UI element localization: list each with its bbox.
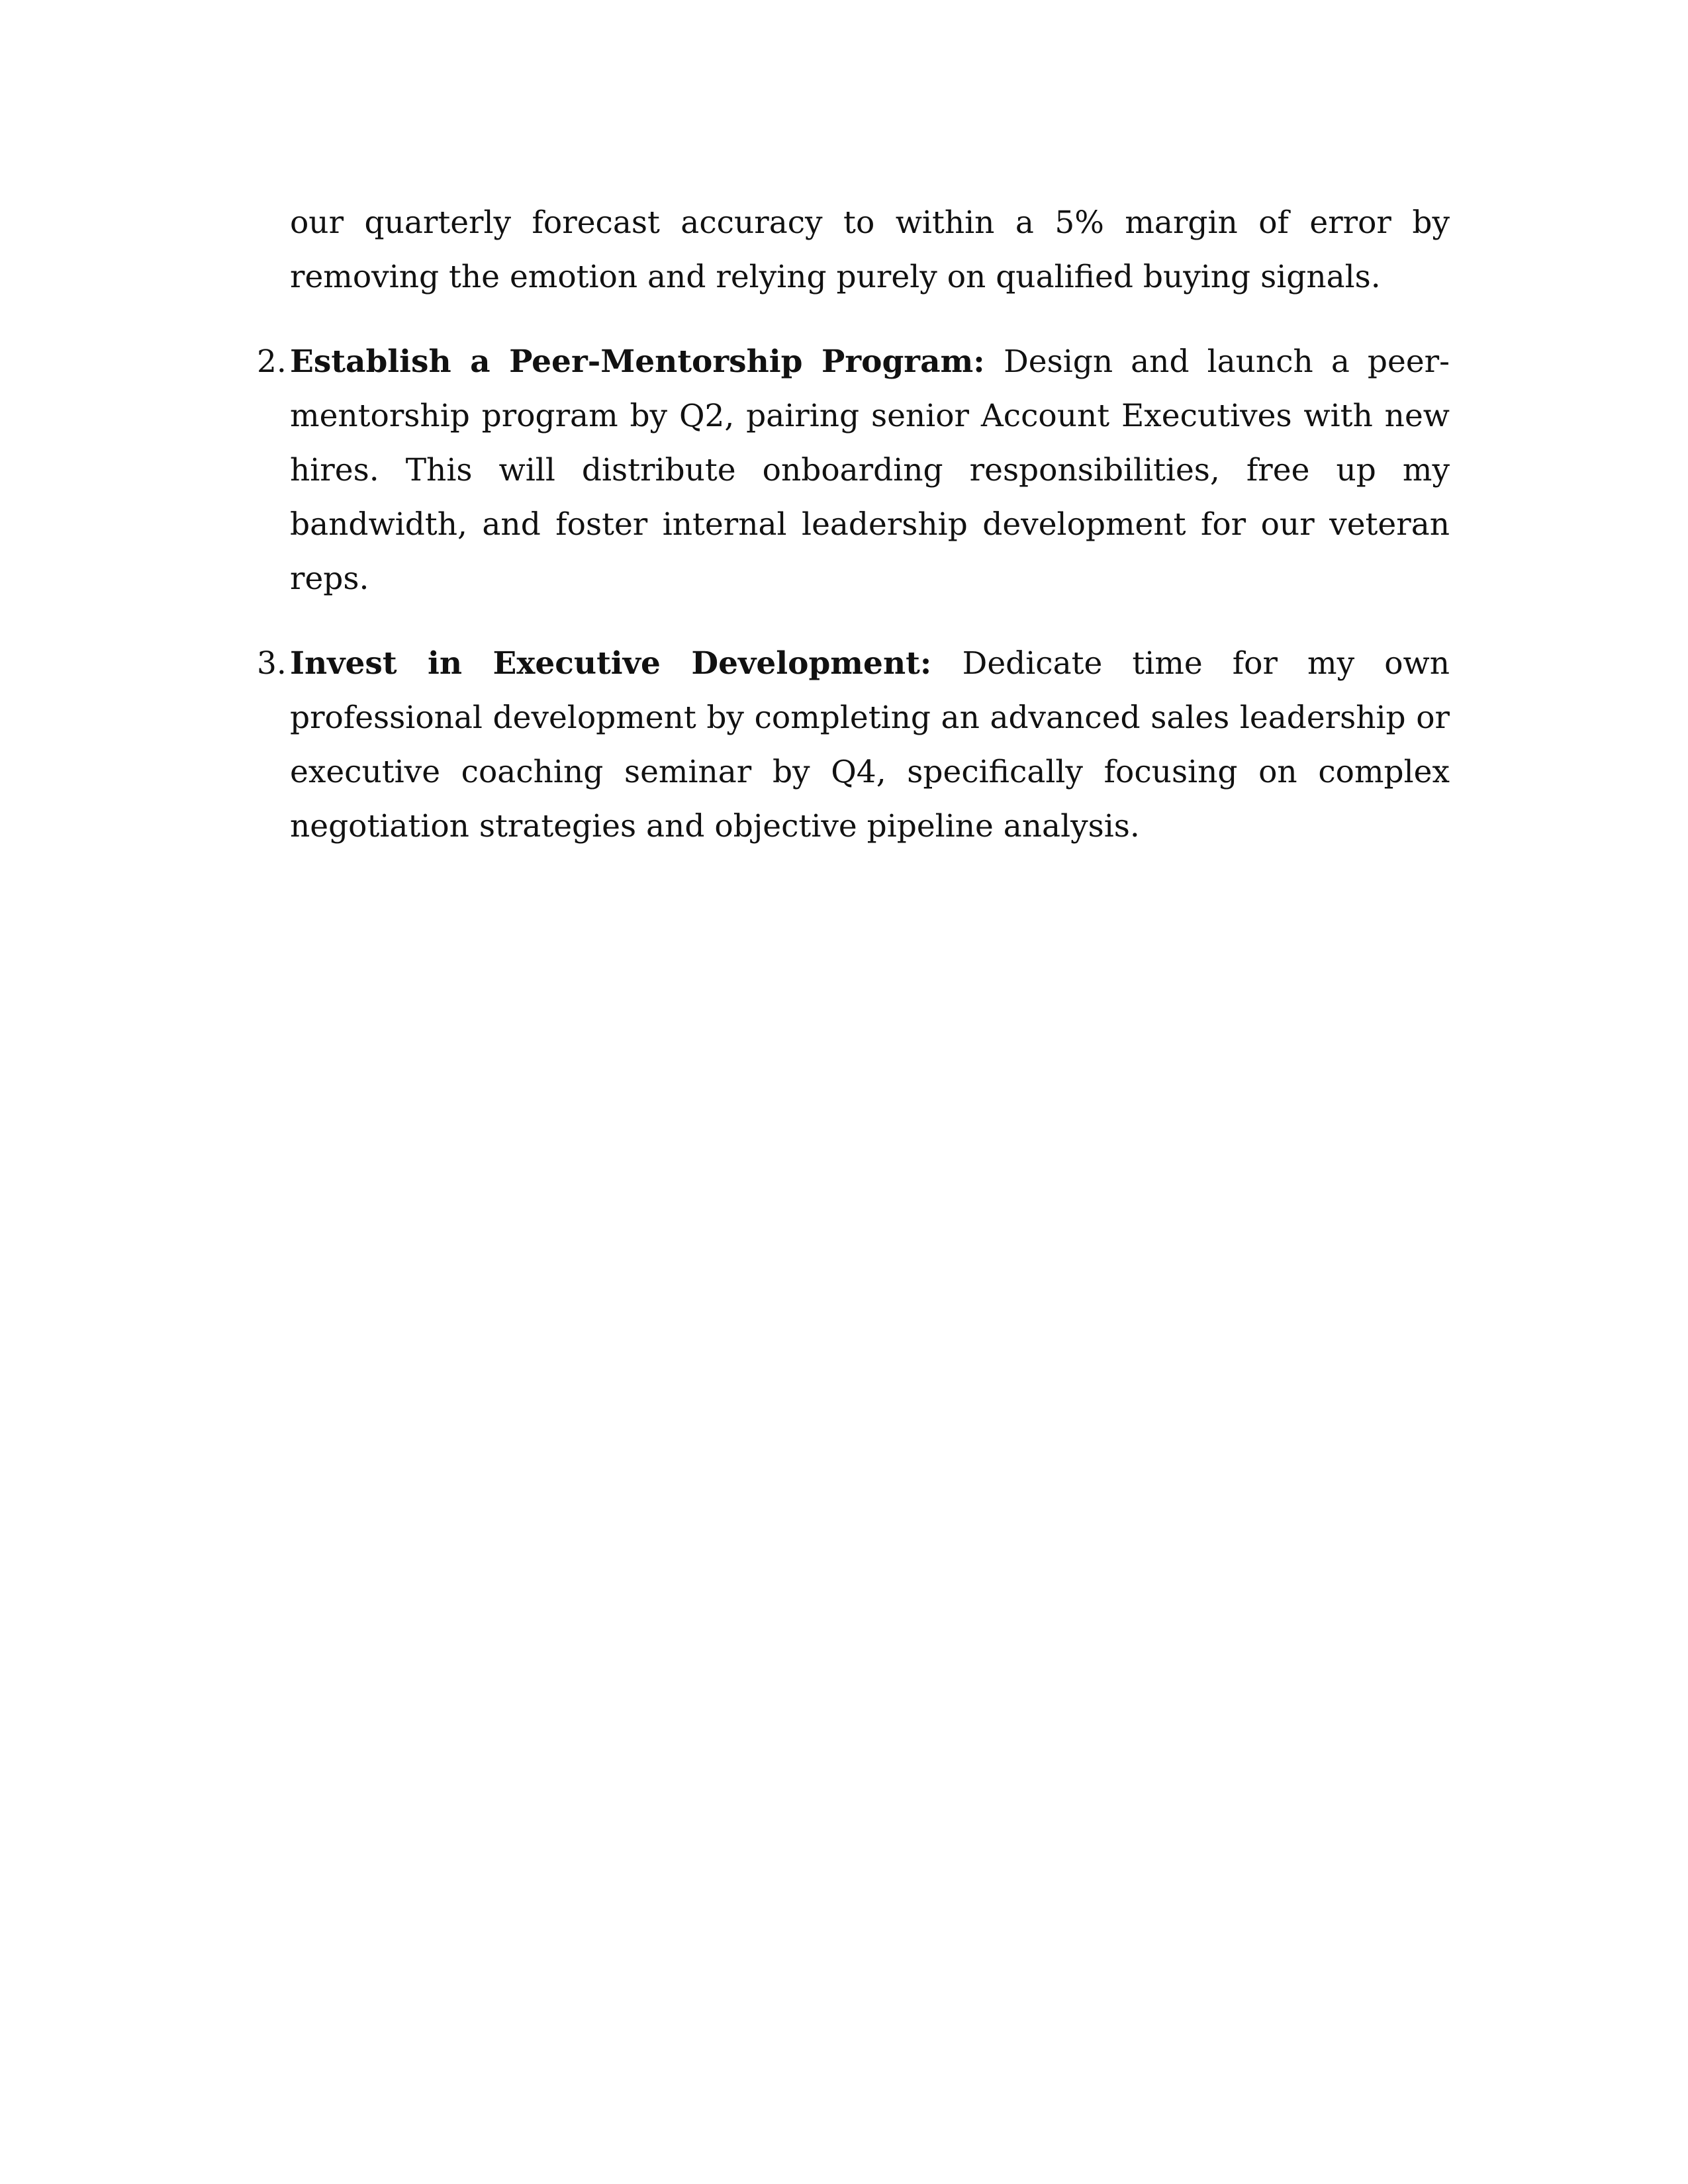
list-item xyxy=(257,637,1450,854)
continued-paragraph: our quarterly forecast accuracy to within a 5% margin of error by removing the emotion and relying purely on qualified buying signals. xyxy=(290,205,1450,295)
document-body xyxy=(257,196,1450,854)
list-item-label: Invest in Executive Development: xyxy=(290,645,962,682)
list-item-number: 3. xyxy=(257,645,287,682)
list-item-number: 2. xyxy=(257,343,287,380)
list-item-label: Establish a Peer-Mentorship Program: xyxy=(290,343,1004,380)
list-item-text: Dedicate time for my own professional development by completing an advanced sales leadership or executive coaching seminar by Q4, specifically focusing on complex negotiation strategies and objective pipeline analysis. xyxy=(290,645,1450,844)
list-item xyxy=(257,335,1450,606)
list-item-text: Design and launch a peer-mentorship program by Q2, pairing senior Account Executives with new hires. This will distribute onboarding responsibilities, free up my bandwidth, and foster internal leadership development for our veteran reps. xyxy=(290,343,1450,597)
